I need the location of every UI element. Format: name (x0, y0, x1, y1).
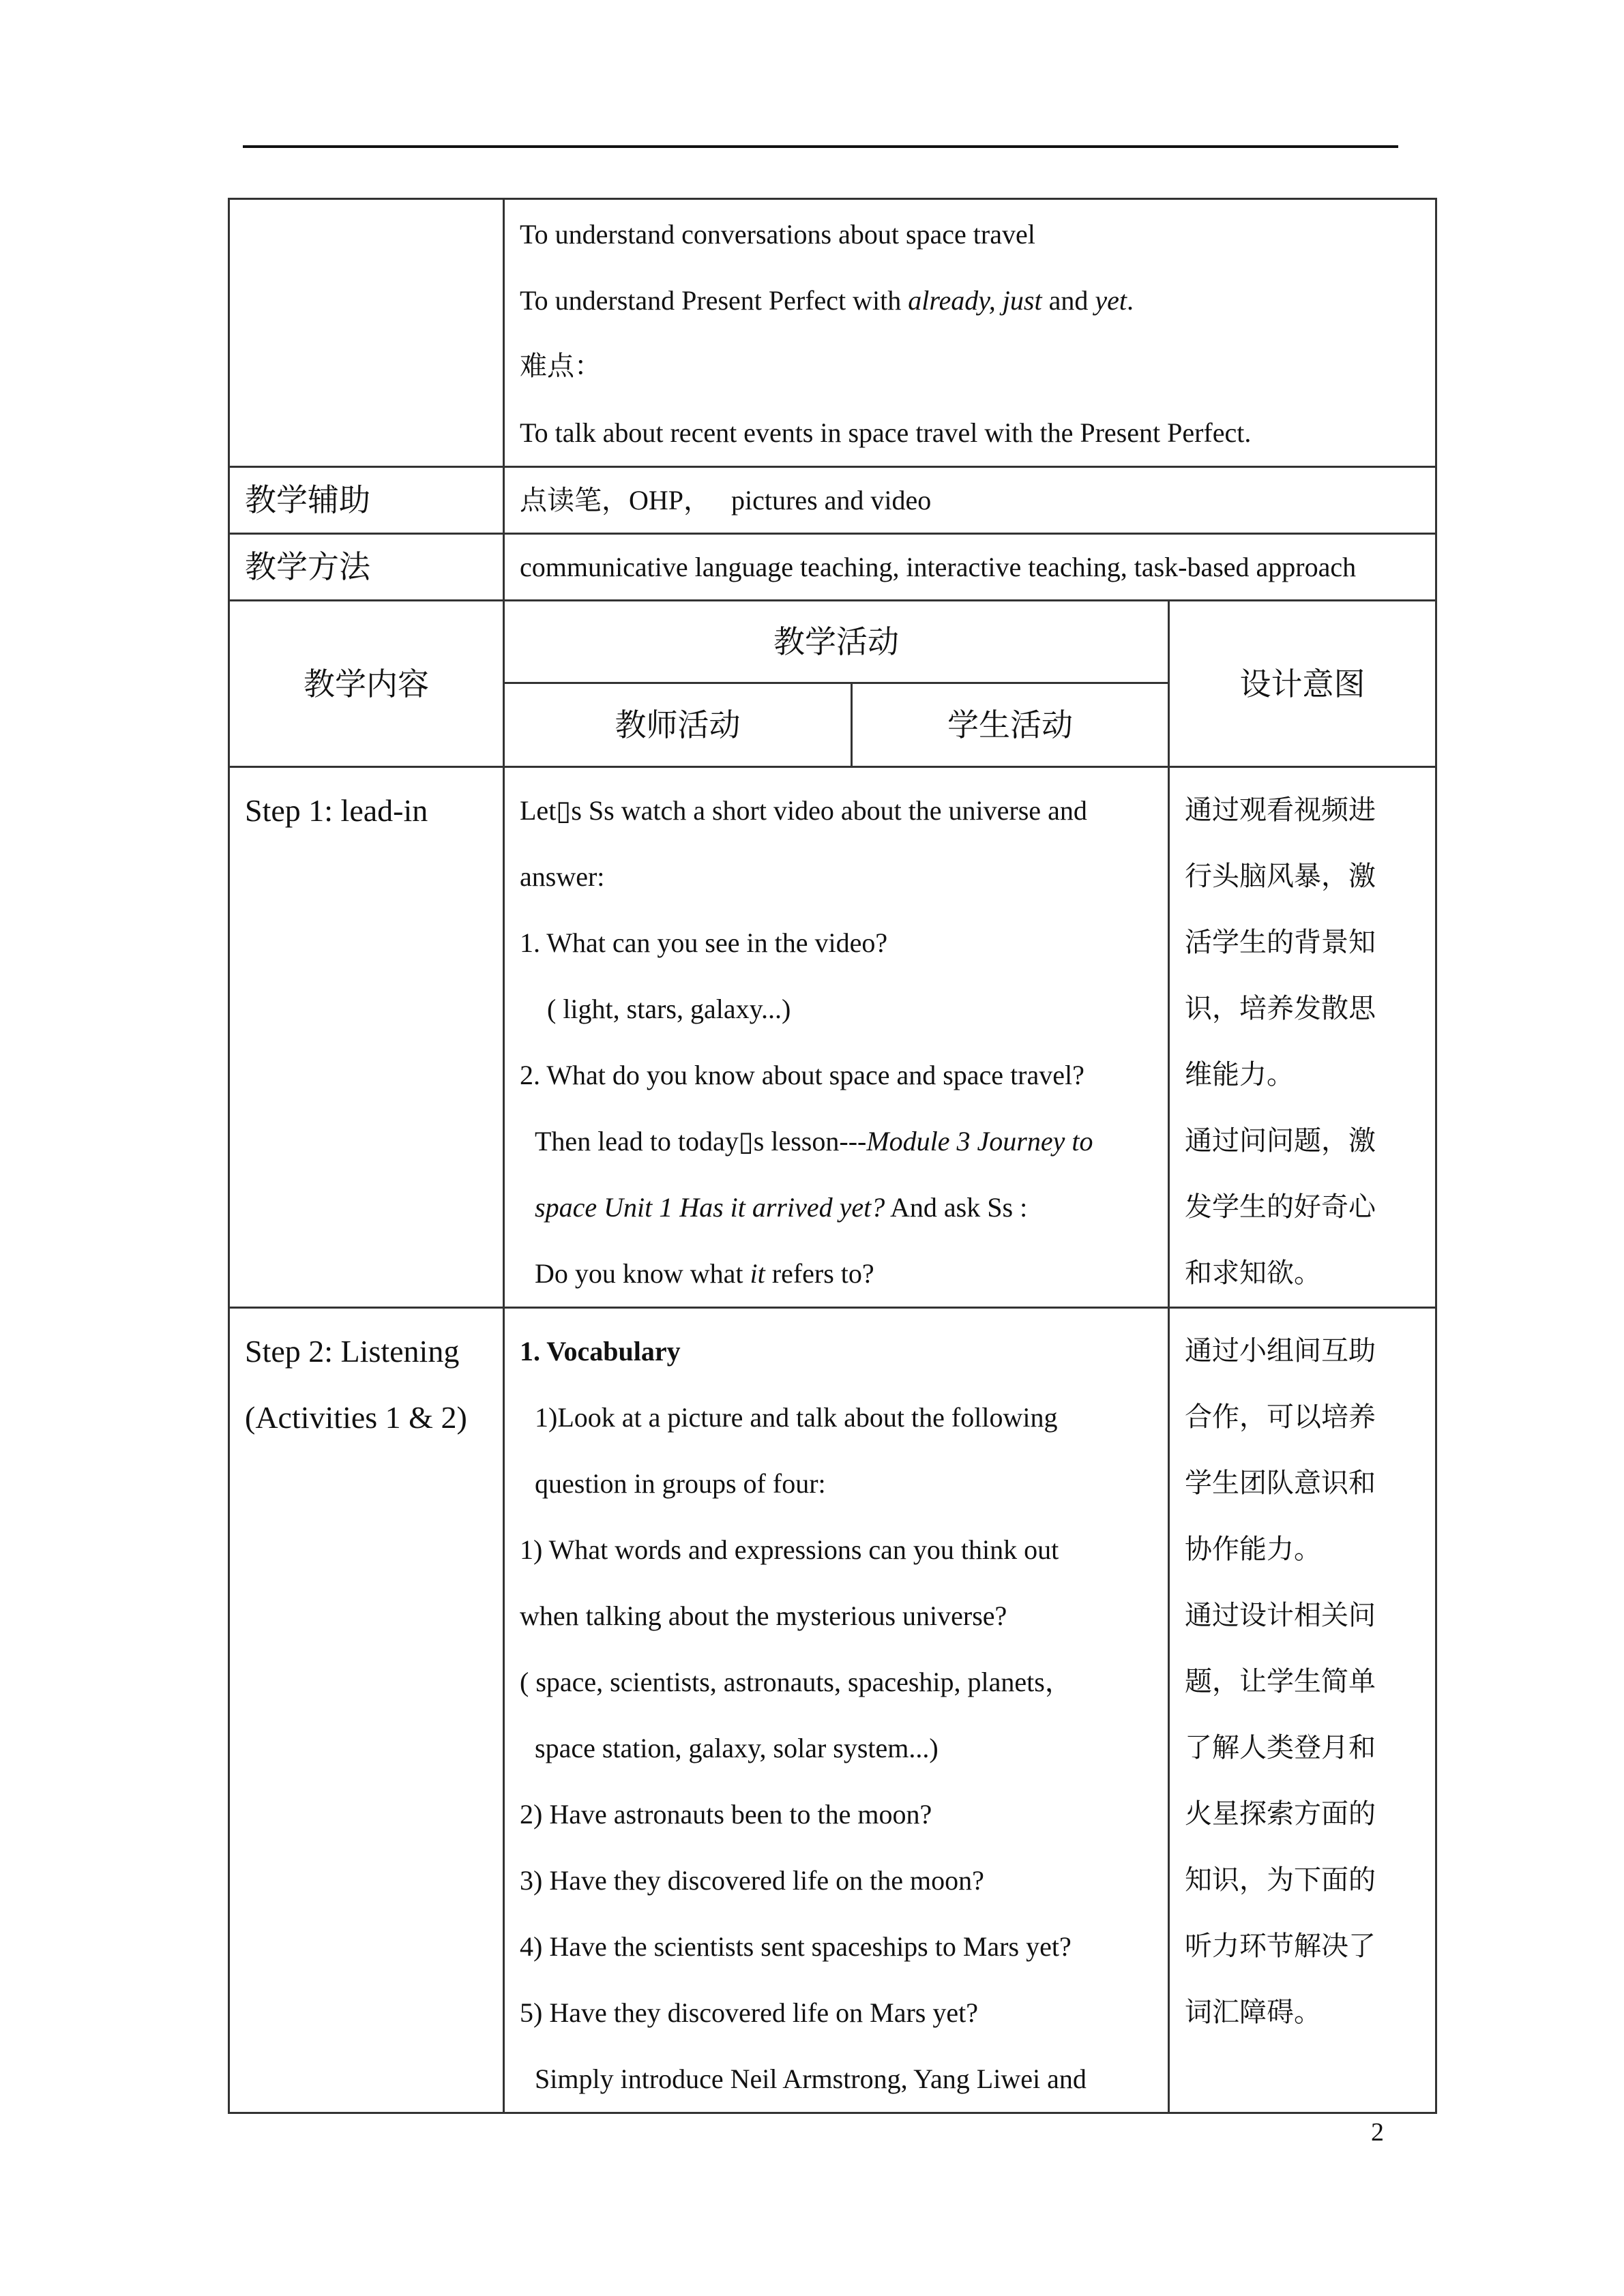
step1-line: answer: (520, 861, 605, 892)
methods-label: 教学方法 (229, 534, 504, 601)
methods-row (229, 534, 1436, 601)
page-number: 2 (1371, 2118, 1384, 2147)
vocabulary-heading: 1. Vocabulary (520, 1336, 681, 1367)
objective-line-1: To understand conversations about space travel (520, 219, 1035, 250)
difficulty-heading: 难点： (520, 351, 602, 382)
objective-line-2: To understand Present Perfect with already, just and yet. (520, 285, 1134, 316)
step1-line: Let▯s Ss watch a short video about the universe and (520, 795, 1087, 826)
step2-row (229, 1308, 1436, 2113)
step1-line: space Unit 1 Has it arrived yet? And ask Ss : (535, 1192, 1028, 1223)
objective-line-4: To talk about recent events in space travel with the Present Perfect. (520, 417, 1252, 448)
step1-row (229, 767, 1436, 1308)
header-activities: 教学活动 (504, 601, 1169, 683)
step1-line: Do you know what it refers to? (535, 1258, 874, 1289)
step2-line: Simply introduce Neil Armstrong, Yang Liwei and (535, 2063, 1087, 2094)
header-intent: 设计意图 (1169, 601, 1436, 767)
step2-line: when talking about the mysterious universe? (520, 1600, 1007, 1631)
step2-line: 4) Have the scientists sent spaceships to Mars yet? (520, 1931, 1072, 1962)
header-rule (243, 145, 1398, 148)
header-content: 教学内容 (229, 601, 504, 767)
header-row-1 (229, 601, 1436, 683)
step1-line: ( light, stars, galaxy...) (547, 994, 791, 1024)
header-student: 学生活动 (852, 683, 1169, 767)
step2-line: space station, galaxy, solar system...) (535, 1733, 939, 1763)
step2-activities (504, 1308, 1169, 2113)
step1-line: 2. What do you know about space and space travel? (520, 1060, 1084, 1090)
lesson-plan-table (228, 198, 1437, 2114)
objectives-label-cell (229, 199, 504, 467)
step1-label: Step 1: lead-in (229, 767, 504, 1308)
step2-line: 1) What words and expressions can you think out (520, 1534, 1059, 1565)
methods-value: communicative language teaching, interactive teaching, task-based approach (504, 534, 1436, 601)
objectives-row (229, 199, 1436, 467)
aids-row (229, 467, 1436, 534)
step2-line: 5) Have they discovered life on Mars yet? (520, 1997, 978, 2028)
step2-line: question in groups of four: (535, 1468, 826, 1499)
aids-label: 教学辅助 (229, 467, 504, 534)
step2-label: Step 2: Listening (Activities 1 & 2) (229, 1308, 504, 2113)
header-teacher: 教师活动 (504, 683, 852, 767)
step1-line: 1. What can you see in the video? (520, 927, 888, 958)
step2-line: 2) Have astronauts been to the moon? (520, 1799, 932, 1830)
step1-intent: 通过观看视频进 行头脑风暴，激 活学生的背景知 识，培养发散思 维能力。 通过问问题，激 发学生的好奇心 和求知欲。 (1169, 767, 1436, 1308)
step1-line: Then lead to today▯s lesson---Module 3 Journey to (535, 1126, 1093, 1157)
step2-line: 1)Look at a picture and talk about the following (535, 1402, 1058, 1433)
aids-value: 点读笔，OHP， pictures and video (504, 467, 1436, 534)
objectives-cell (504, 199, 1436, 467)
step2-line: ( space, scientists, astronauts, spaceship, planets， (520, 1667, 1072, 1697)
step2-line: 3) Have they discovered life on the moon? (520, 1865, 984, 1896)
step1-activities (504, 767, 1169, 1308)
step2-intent: 通过小组间互助 合作，可以培养 学生团队意识和 协作能力。 通过设计相关问 题，让学生简单 了解人类登月和 火星探索方面的 知识，为下面的 听力环节解决了 词汇障碍。 (1169, 1308, 1436, 2113)
